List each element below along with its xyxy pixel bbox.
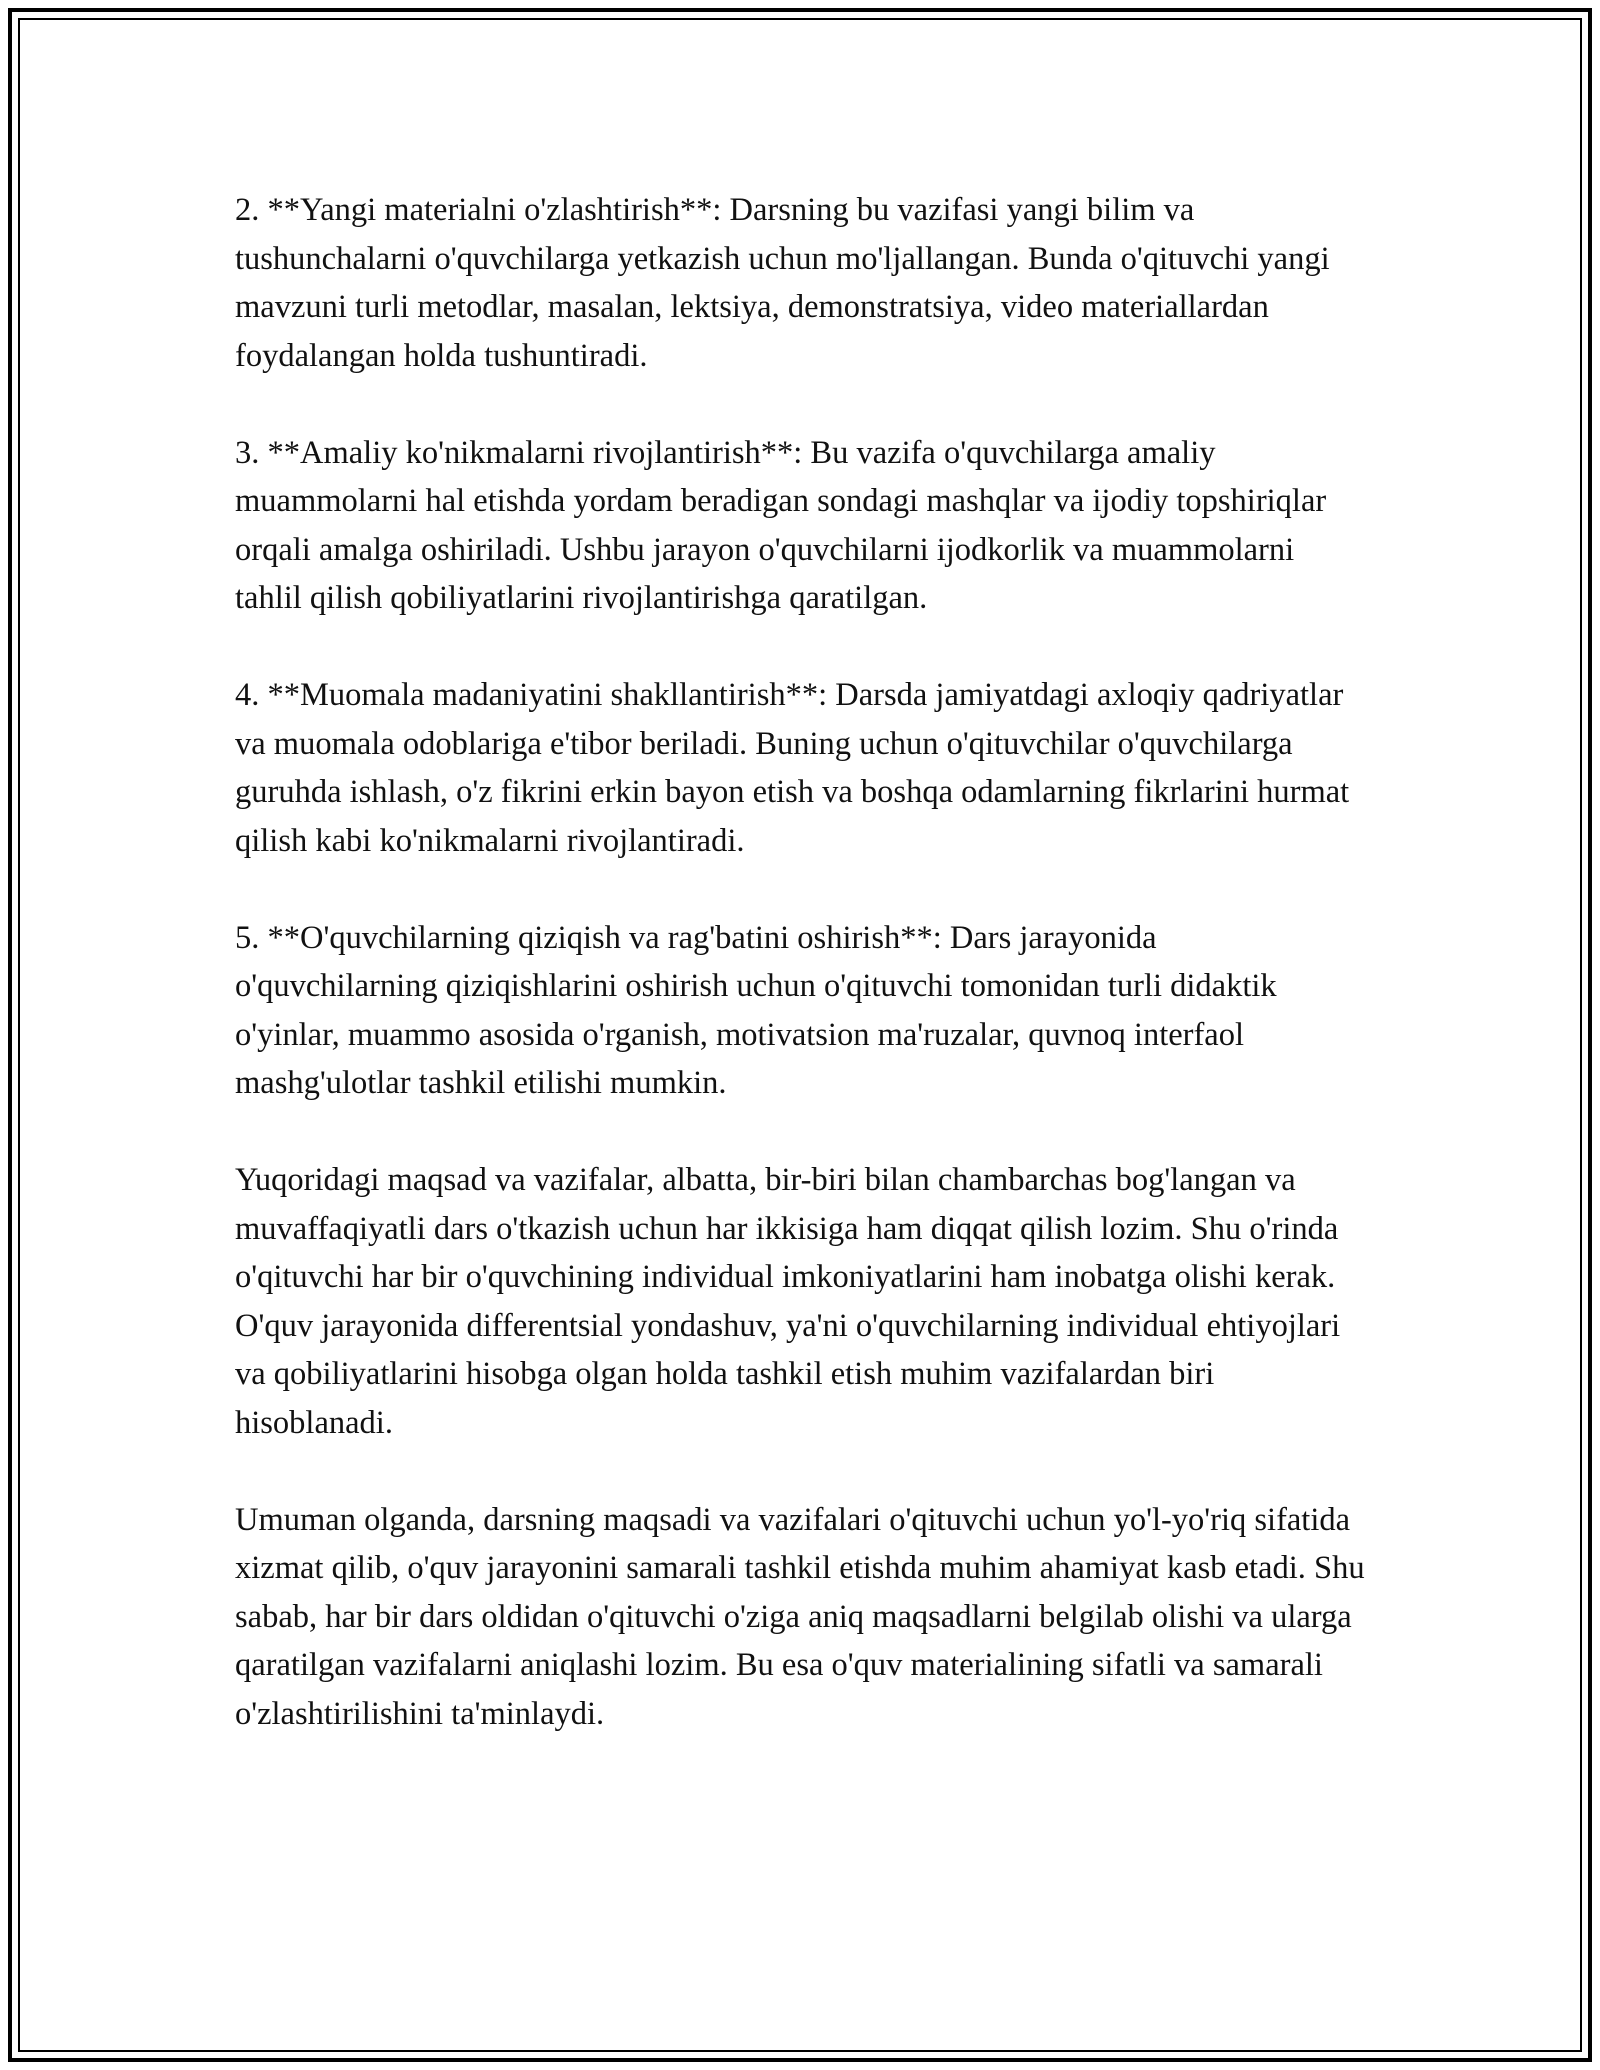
paragraph-item-5: 5. **O'quvchilarning qiziqish va rag'batini oshirish**: Dars jarayonida o'quvchilarning qiziqishlarini oshirish uchun o'qituvchi tomonidan turli didaktik o'yinlar, muammo asosida o'rganish, motivatsion ma'ruzalar, quvnoq interfaol mashg'ulotlar tashkil etilishi mumkin. [235,919,1277,1101]
paragraph-item-3: 3. **Amaliy ko'nikmalarni rivojlantirish**: Bu vazifa o'quvchilarga amaliy muammolarni hal etishda yordam beradigan sondagi mashqlar va ijodiy topshiriqlar orqali amalga oshiriladi. Ushbu jarayon o'quvchilarni ijodkorlik va muammolarni tahlil qilish qobiliyatlarini rivojlantirishga qaratilgan. [235,434,1327,616]
paragraph-conclusion: Umuman olganda, darsning maqsadi va vazifalari o'qituvchi uchun yo'l-yo'riq sifatida xizmat qilib, o'quv jarayonini samarali tashkil etishda muhim ahamiyat kasb etadi. Shu sabab, har bir dars oldidan o'qituvchi o'ziga aniq maqsadlarni belgilab olishi va ularga qaratilgan vazifalarni aniqlashi lozim. Bu esa o'quv materialining sifatli va samarali o'zlashtirilishini ta'minlaydi. [235,1501,1365,1732]
paragraph-summary: Yuqoridagi maqsad va vazifalar, albatta, bir-biri bilan chambarchas bog'langan va muvaffaqiyatli dars o'tkazish uchun har ikkisiga ham diqqat qilish lozim. Shu o'rinda o'qituvchi har bir o'quvchining individual imkoniyatlarini ham inobatga olishi kerak. O'quv jarayonida differentsial yondashuv, ya'ni o'quvchilarning individual ehtiyojlari va qobiliyatlarini hisobga olgan holda tashkil etish muhim vazifalardan biri hisoblanadi. [235,1162,1341,1441]
document-body [235,186,1365,1738]
paragraph-item-4: 4. **Muomala madaniyatini shakllantirish**: Darsda jamiyatdagi axloqiy qadriyatlar va muomala odoblariga e'tibor beriladi. Buning uchun o'qituvchilar o'quvchilarga guruhda ishlash, o'z fikrini erkin bayon etish va boshqa odamlarning fikrlarini hurmat qilish kabi ko'nikmalarni rivojlantiradi. [235,677,1350,859]
paragraph-item-2: 2. **Yangi materialni o'zlashtirish**: Darsning bu vazifasi yangi bilim va tushunchalarni o'quvchilarga yetkazish uchun mo'ljallangan. Bunda o'qituvchi yangi mavzuni turli metodlar, masalan, lektsiya, demonstratsiya, video materiallardan foydalangan holda tushuntiradi. [235,192,1330,374]
